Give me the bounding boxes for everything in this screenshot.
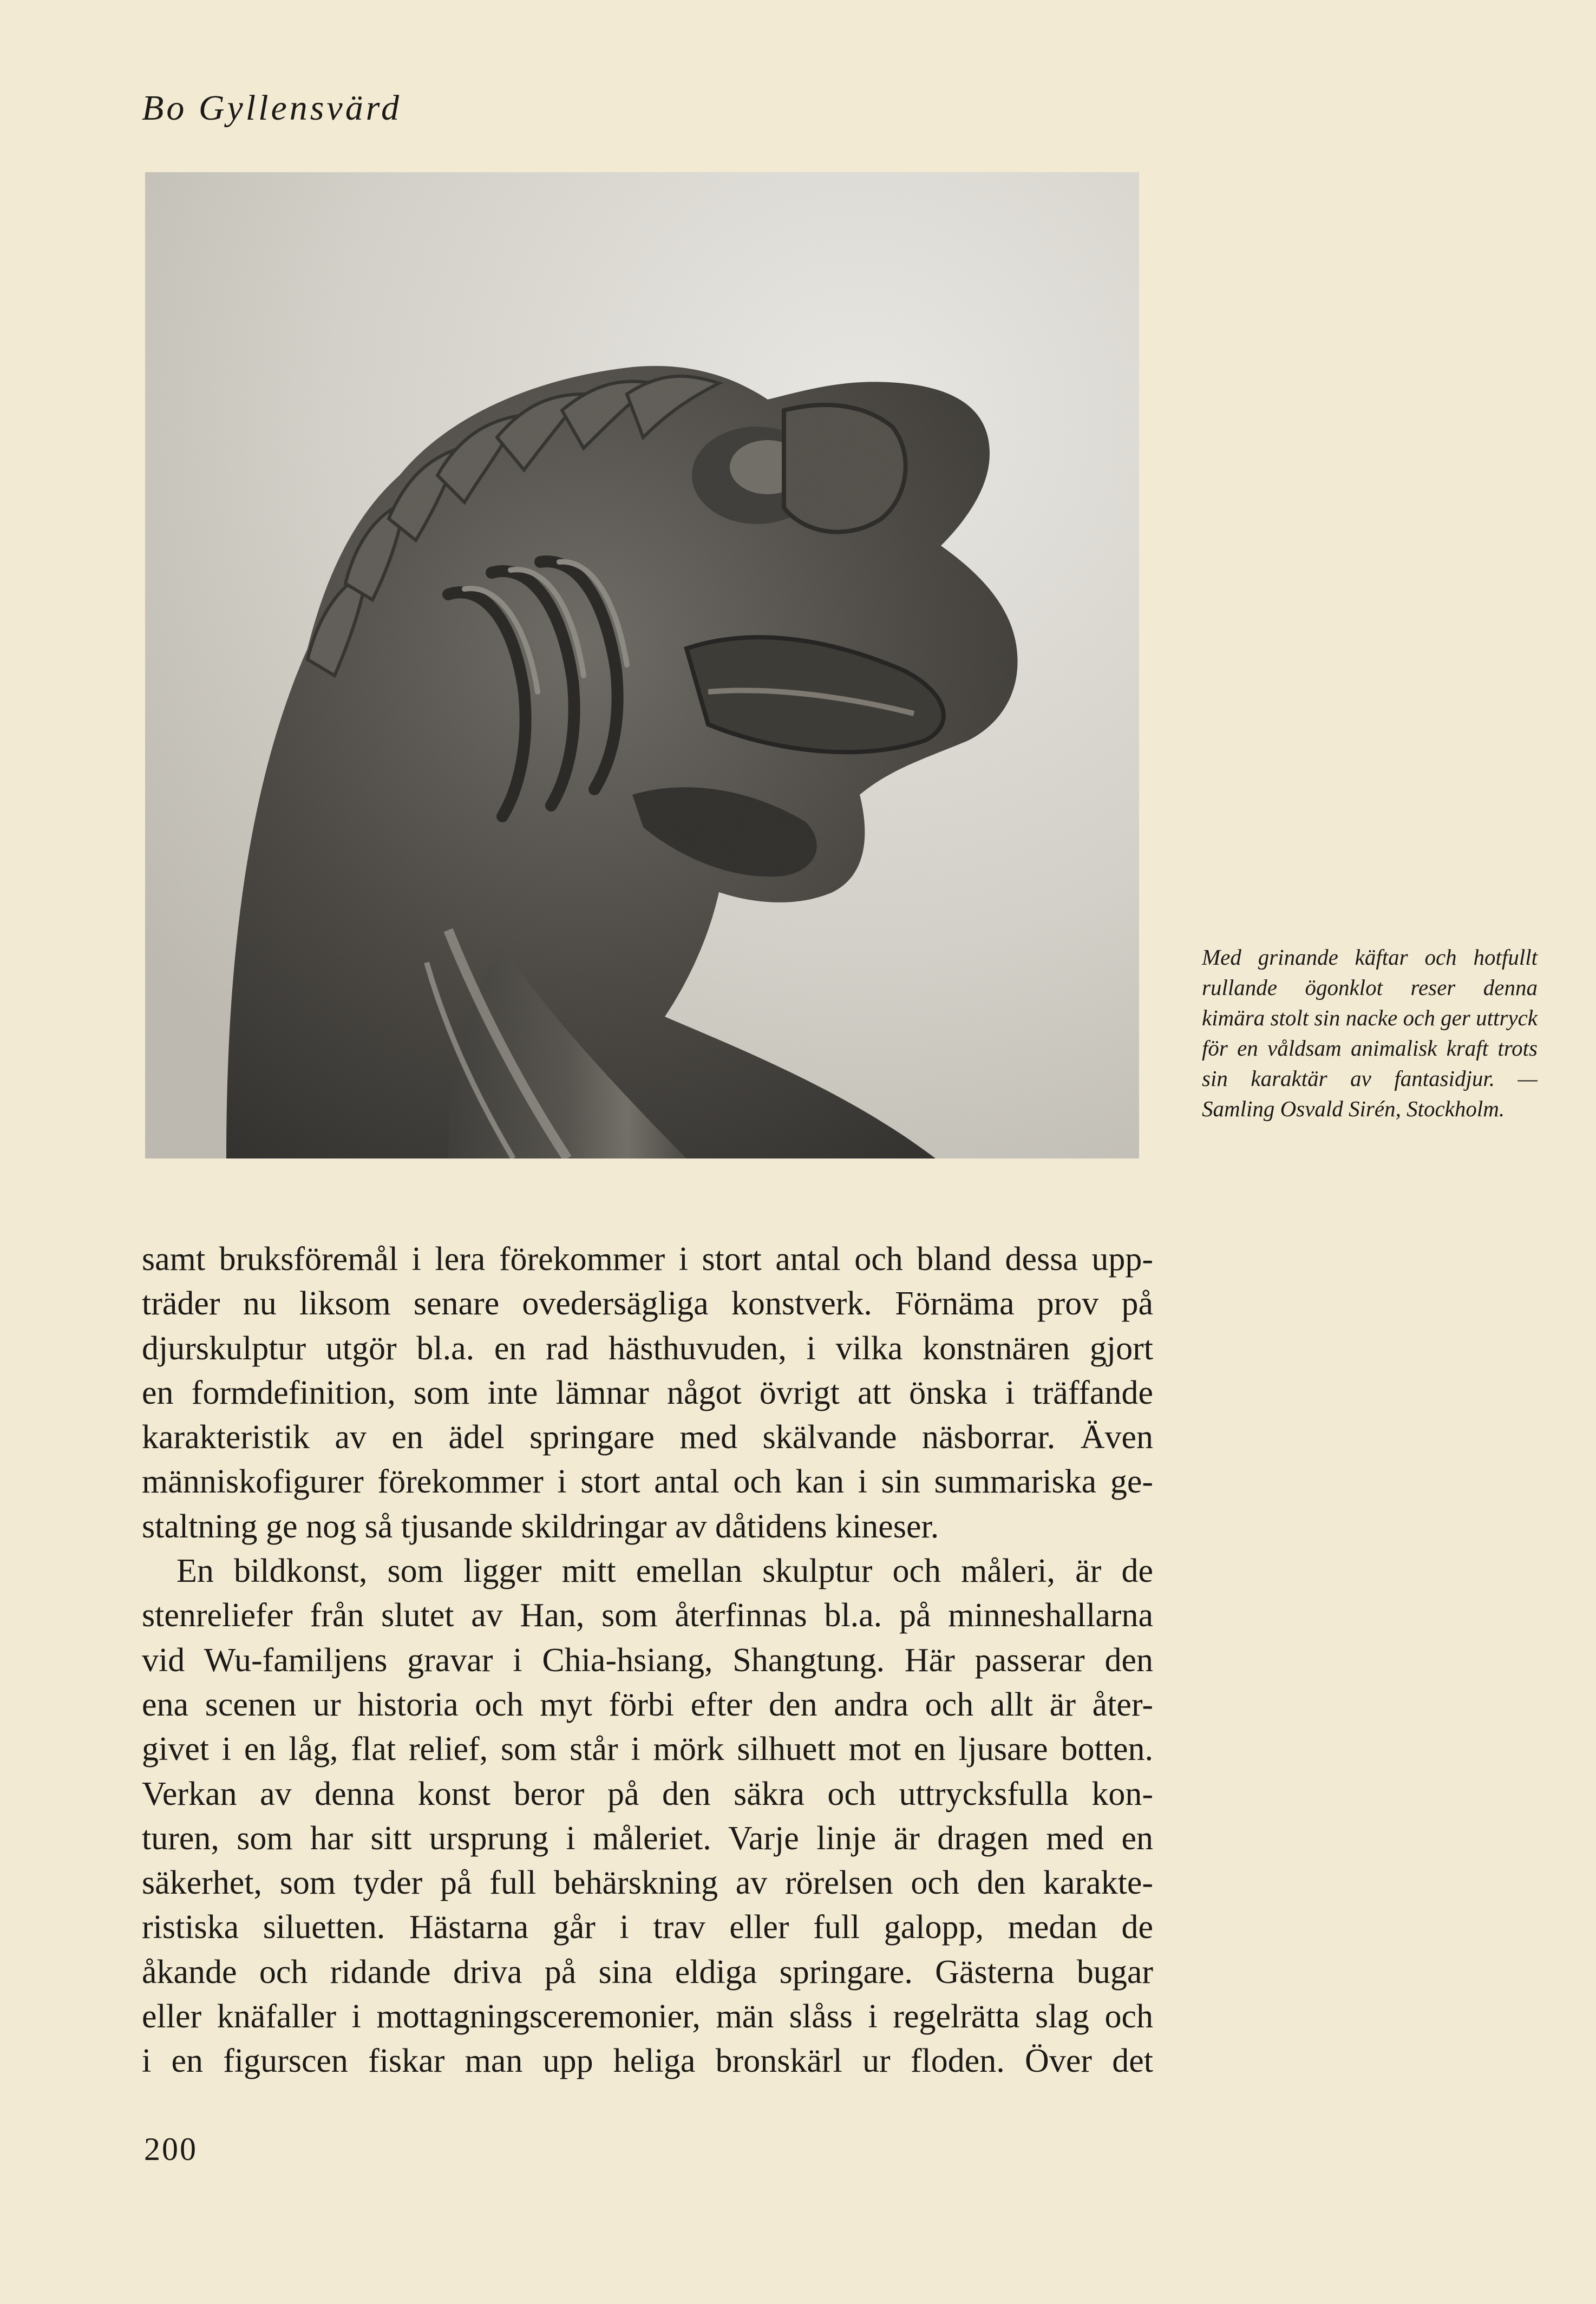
body-line: En bildkonst, som ligger mitt emellan skulptur och måleri, är de (176, 1553, 1153, 1590)
body-line: karakteristik av en ädel springare med skälvande näsborrar. Även (142, 1419, 1153, 1456)
body-line: djurskulptur utgör bl.a. en rad hästhuvuden, i vilka konstnären gjort (142, 1330, 1153, 1367)
body-line: säkerhet, som tyder på full behärskning av rörelsen och den karakte- (142, 1864, 1153, 1902)
body-line: turen, som har sitt ursprung i måleriet. Varje linje är dragen med en (142, 1819, 1153, 1857)
body-line: samt bruksföremål i lera förekommer i stort antal och bland dessa upp- (142, 1241, 1153, 1278)
page-number: 200 (144, 2131, 198, 2167)
body-line: ristiska siluetten. Hästarna går i trav eller full galopp, medan de (142, 1909, 1153, 1946)
body-line: Verkan av denna konst beror på den säkra och uttrycksfulla kon- (142, 1775, 1153, 1812)
body-text (142, 1237, 1153, 2084)
body-line: givet i en låg, flat relief, som står i mörk silhuett mot en ljusare botten. (142, 1731, 1153, 1768)
body-line: staltning ge nog så tjusande skildringar av dåtidens kineser. (142, 1508, 939, 1545)
body-line: i en figurscen fiskar man upp heliga bronskärl ur floden. Över det (142, 2043, 1153, 2080)
body-line: träder nu liksom senare ovedersägliga konstverk. Förnäma prov på (142, 1285, 1153, 1323)
figure-caption: Med grinande käftar och hotfullt rullande ögonklot reser denna kimära stolt sin nacke och ger uttryck för en våldsam animalisk kraft trots sin karaktär av fantasidjur. — Samling Osvald Sirén, Stockholm. (1202, 945, 1538, 1121)
horse-head-photo (145, 172, 1139, 1158)
body-line: stenreliefer från slutet av Han, som återfinnas bl.a. på minneshallarna (142, 1597, 1153, 1634)
body-line: åkande och ridande driva på sina eldiga springare. Gästerna bugar (142, 1953, 1153, 1991)
body-line: vid Wu-familjens gravar i Chia-hsiang, Shangtung. Här passerar den (142, 1641, 1153, 1679)
body-line: ena scenen ur historia och myt förbi efter den andra och allt är åter- (142, 1686, 1153, 1723)
running-head: Bo Gyllensvärd (142, 88, 402, 128)
body-line: en formdefinition, som inte lämnar något övrigt att önska i träffande (142, 1374, 1153, 1411)
body-line: människofigurer förekommer i stort antal och kan i sin summariska ge- (142, 1463, 1153, 1501)
body-line: eller knäfaller i mottagningsceremonier, män slåss i regelrätta slag och (142, 1998, 1153, 2035)
horse-head-sculpture-icon (145, 172, 1139, 1158)
